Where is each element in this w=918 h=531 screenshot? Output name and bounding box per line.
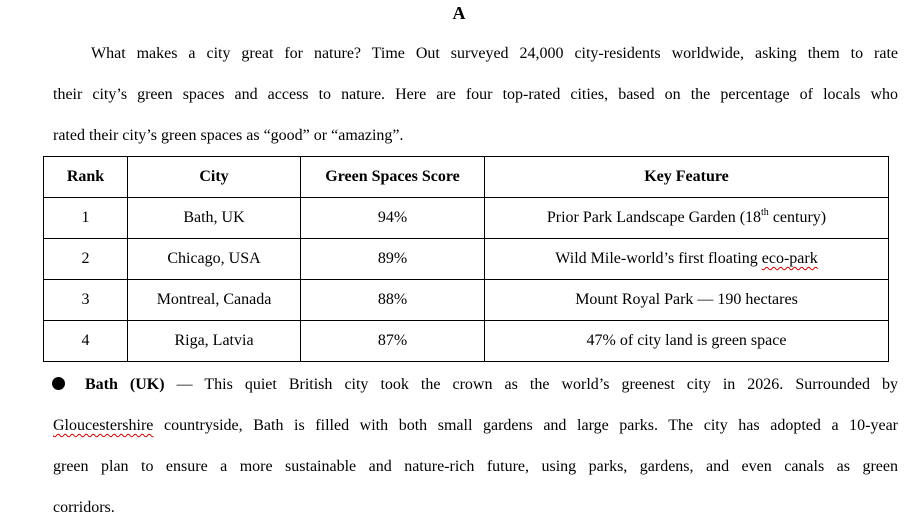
bullet-icon <box>52 377 65 390</box>
bath-title: Bath (UK) <box>85 376 165 393</box>
spellcheck-word: eco-park <box>761 250 818 267</box>
city-cell: Riga, Latvia <box>128 321 301 362</box>
header-city: City <box>128 157 301 198</box>
table-header-row <box>44 157 889 198</box>
score-cell: 94% <box>301 198 485 239</box>
score-cell: 88% <box>301 280 485 321</box>
bath-line-2 <box>53 405 898 446</box>
bath-line-2-text: countryside, Bath is filled with both small gardens and large parks. The city has adopted a 10-year <box>153 417 898 434</box>
intro-paragraph <box>53 33 898 156</box>
feature-text: Wild Mile-world’s first floating <box>555 250 762 267</box>
section-letter: A <box>452 3 466 23</box>
rank-cell: 2 <box>44 239 128 280</box>
header-rank: Rank <box>44 157 128 198</box>
intro-line-2: their city’s green spaces and access to nature. Here are four top-rated cities, based on the percentage of locals who <box>53 86 898 103</box>
feature-superscript: th <box>761 206 769 218</box>
feature-cell: Mount Royal Park — 190 hectares <box>485 280 889 321</box>
table-row <box>44 198 889 239</box>
rank-cell: 3 <box>44 280 128 321</box>
city-cell: Bath, UK <box>128 198 301 239</box>
city-cell: Chicago, USA <box>128 239 301 280</box>
table-row <box>44 239 889 280</box>
score-cell: 89% <box>301 239 485 280</box>
table-row <box>44 321 889 362</box>
feature-cell <box>485 239 889 280</box>
rank-cell: 4 <box>44 321 128 362</box>
header-key-feature: Key Feature <box>485 157 889 198</box>
spellcheck-word: Gloucestershire <box>53 417 154 434</box>
bath-line-4: corridors. <box>53 499 115 516</box>
table-row <box>44 280 889 321</box>
bath-line-1-text: — This quiet British city took the crown as the world’s greenest city in 2026. Surrounded by <box>164 376 899 393</box>
rank-cell: 1 <box>44 198 128 239</box>
green-spaces-table <box>43 156 889 362</box>
feature-cell: 47% of city land is green space <box>485 321 889 362</box>
intro-line-3: rated their city’s green spaces as “good” or “amazing”. <box>53 127 404 144</box>
feature-text-end: century) <box>768 209 827 226</box>
city-cell: Montreal, Canada <box>128 280 301 321</box>
score-cell: 87% <box>301 321 485 362</box>
feature-text: Prior Park Landscape Garden (18 <box>546 209 762 226</box>
feature-cell <box>485 198 889 239</box>
bath-line-1 <box>52 364 898 405</box>
header-score: Green Spaces Score <box>301 157 485 198</box>
bath-line-3: green plan to ensure a more sustainable and nature-rich future, using parks, gardens, and even canals as green <box>53 458 898 475</box>
intro-line-1: What makes a city great for nature? Time Out surveyed 24,000 city-residents worldwide, asking them to rate <box>91 45 898 62</box>
bath-paragraph <box>53 364 898 528</box>
